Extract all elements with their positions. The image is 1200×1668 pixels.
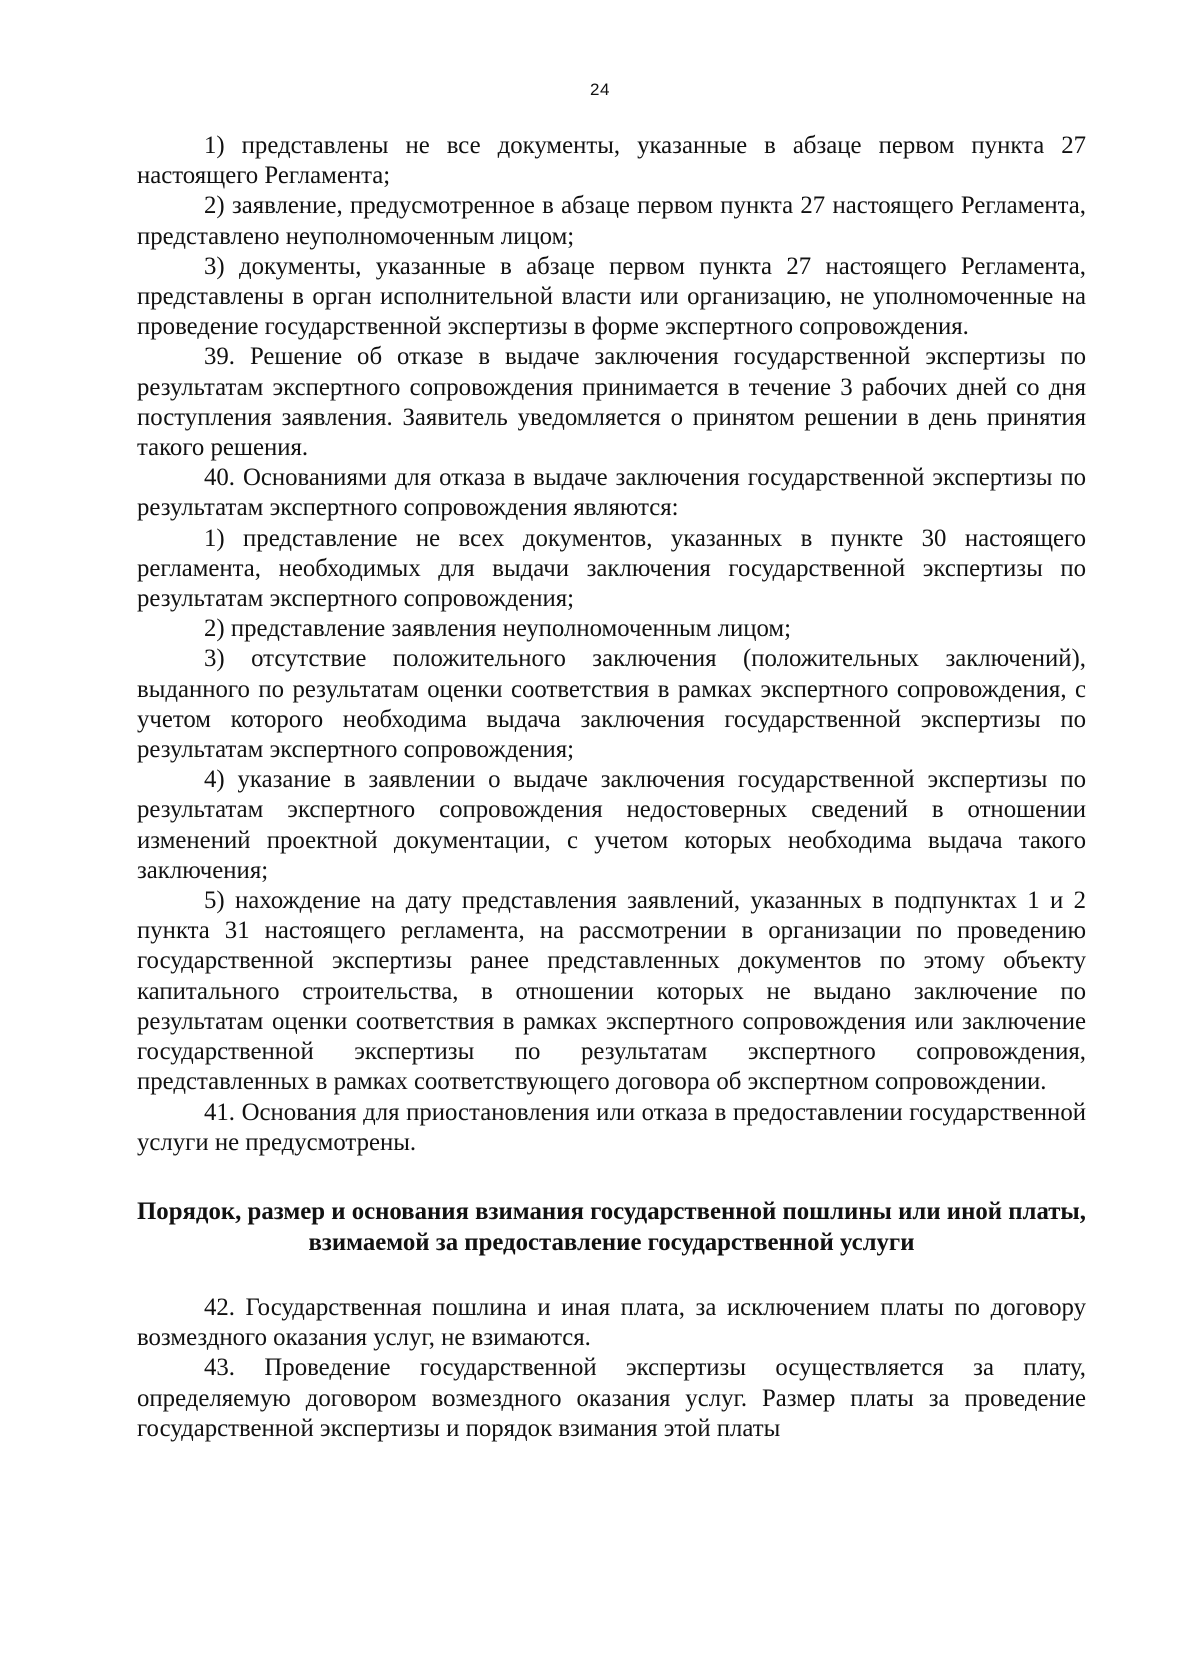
paragraph: 42. Государственная пошлина и иная плата, за исключением платы по договору возмездного оказания услуг, не взимаются. <box>137 1293 1086 1352</box>
page-number: 24 <box>590 80 610 99</box>
paragraph: 41. Основания для приостановления или отказа в предоставлении государственной услуги не предусмотрены. <box>137 1098 1086 1156</box>
paragraph: 43. Проведение государственной экспертизы осуществляется за плату, определяемую договором возмездного оказания услуг. Размер платы за проведение государственной экспертизы и порядок взимания этой платы <box>137 1354 1086 1442</box>
paragraph: 39. Решение об отказе в выдаче заключения государственной экспертизы по результатам экспертного сопровождения принимается в течение 3 рабочих дней со дня поступления заявления. Заявитель уведомляется о принятом решении в день принятия такого решения. <box>137 343 1086 462</box>
paragraph: 1) представление не всех документов, указанных в пункте 30 настоящего регламента, необходимых для выдачи заключения государственной экспертизы по результатам экспертного сопровождения; <box>137 524 1086 613</box>
paragraph: 1) представлены не все документы, указанные в абзаце первом пункта 27 настоящего Регламента; <box>137 132 1086 190</box>
paragraph: 3) отсутствие положительного заключения (положительных заключений), выданного по результатам оценки соответствия в рамках экспертного сопровождения, с учетом которого необходима выдача заключения государственной экспертизы по результатам экспертного сопровождения; <box>137 645 1086 764</box>
paragraph: 3) документы, указанные в абзаце первом пункта 27 настоящего Регламента, представлены в орган исполнительной власти или организацию, не уполномоченные на проведение государственной экспертизы в форме экспертного сопровождения. <box>137 252 1086 341</box>
paragraph: 2) заявление, предусмотренное в абзаце первом пункта 27 настоящего Регламента, представлено неуполномоченным лицом; <box>137 192 1086 250</box>
paragraph: 4) указание в заявлении о выдаче заключения государственной экспертизы по результатам экспертного сопровождения недостоверных сведений в отношении изменений проектной документации, с учетом которых необходима выдача такого заключения; <box>137 766 1086 884</box>
document-body <box>137 131 1086 1444</box>
section-heading: Порядок, размер и основания взимания государственной пошлины или иной платы, взимаемой за предоставление государственной услуги <box>137 1197 1086 1256</box>
paragraph: 5) нахождение на дату представления заявлений, указанных в подпунктах 1 и 2 пункта 31 настоящего регламента, на рассмотрении в организации по проведению государственной экспертизы ранее представленных документов по этому объекту капитального строительства, в отношении которых не выдано заключение по результатам оценки соответствия в рамках экспертного сопровождения или заключение государственной экспертизы по результатам экспертного сопровождения, представленных в рамках соответствующего договора об экспертном сопровождении. <box>137 887 1086 1096</box>
paragraph: 2) представление заявления неуполномоченным лицом; <box>204 615 792 643</box>
paragraph: 40. Основаниями для отказа в выдаче заключения государственной экспертизы по результатам экспертного сопровождения являются: <box>137 464 1086 522</box>
